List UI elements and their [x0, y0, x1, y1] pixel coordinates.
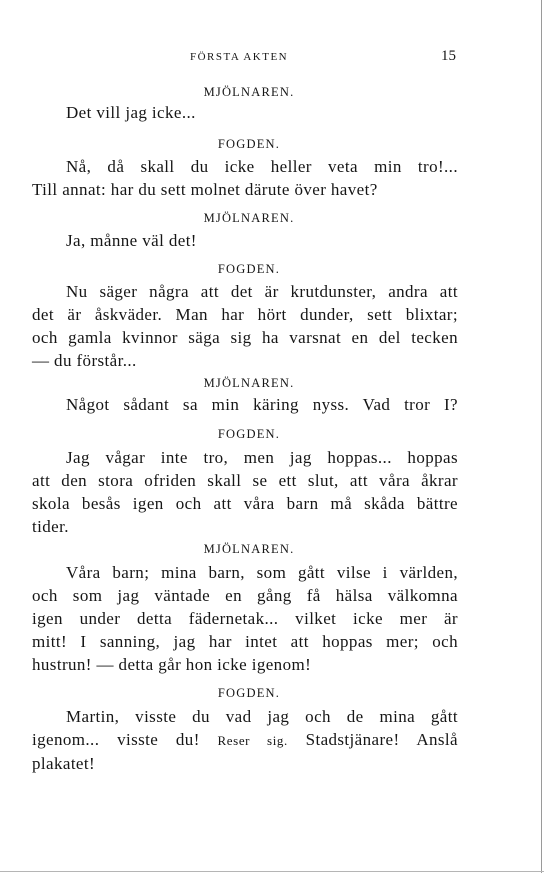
speaker-name: FOGDEN.: [217, 137, 281, 151]
speech-line: skola besås igen och att våra barn må skåda bättre: [32, 494, 458, 513]
speech: [32, 155, 458, 201]
speech-line: — du förstår...: [32, 351, 137, 370]
speech-line: igen under detta fädernetak... vilket icke mer är: [32, 609, 458, 628]
speech-line: Jag vågar inte tro, men jag hoppas... hoppas: [66, 448, 458, 467]
speech-line: och som jag väntade en gång få hälsa välkomna: [32, 586, 458, 605]
stage-direction: Reser sig.: [217, 733, 288, 748]
speech-line: och gamla kvinnor säga sig ha varsnat en del tecken: [32, 328, 458, 347]
speech-line: Martin, visste du vad jag och de mina gått: [66, 707, 458, 726]
speech-line: Något sådant sa min käring nyss. Vad tror I?: [66, 395, 458, 414]
speech: [32, 393, 458, 416]
speech: [32, 280, 458, 372]
dialogue-text: [32, 84, 458, 775]
speech: [32, 561, 458, 676]
speech-line: det är åskväder. Man har hört dunder, sett blixtar;: [32, 305, 458, 324]
speech-fragment: Stadstjänare! Anslå: [305, 730, 458, 749]
page-number: 15: [441, 48, 456, 64]
speaker-name: MJÖLNAREN.: [203, 85, 295, 99]
speech-line: hustrun! — detta går hon icke igenom!: [32, 655, 312, 674]
speech-line: plakatet!: [32, 754, 96, 773]
page-edge-right: [541, 0, 542, 873]
running-title: FÖRSTA AKTEN: [190, 51, 289, 63]
speaker-name: FOGDEN.: [217, 427, 281, 441]
speaker-name: FOGDEN.: [217, 262, 281, 276]
speech-fragment: igenom... visste du!: [32, 730, 200, 749]
speech-line: Nå, då skall du icke heller veta min tro!...: [66, 157, 458, 176]
speech: [32, 705, 458, 775]
speech-line: Till annat: har du sett molnet därute över havet?: [32, 180, 378, 199]
speech: [32, 229, 458, 252]
speech-line: att den stora ofriden skall se ett slut, att våra åkrar: [32, 471, 458, 490]
speaker-name: MJÖLNAREN.: [203, 376, 295, 390]
speaker-name: MJÖLNAREN.: [203, 211, 295, 225]
speech-line: mitt! I sanning, jag har intet att hoppas mer; och: [32, 632, 458, 651]
speech-line-with-stage-direction: [32, 728, 458, 752]
speech-line: Nu säger några att det är krutdunster, andra att: [66, 282, 458, 301]
speech: [32, 101, 458, 124]
page-edge-bottom: [0, 871, 544, 872]
speech-line: Det vill jag icke...: [66, 103, 196, 122]
speaker-name: FOGDEN.: [217, 686, 281, 700]
speech-line: Våra barn; mina barn, som gått vilse i världen,: [66, 563, 458, 582]
running-head: [0, 48, 544, 67]
speech-line: tider.: [32, 517, 69, 536]
speech: [32, 446, 458, 538]
speaker-name: MJÖLNAREN.: [203, 542, 295, 556]
speech-line: Ja, månne väl det!: [66, 231, 197, 250]
